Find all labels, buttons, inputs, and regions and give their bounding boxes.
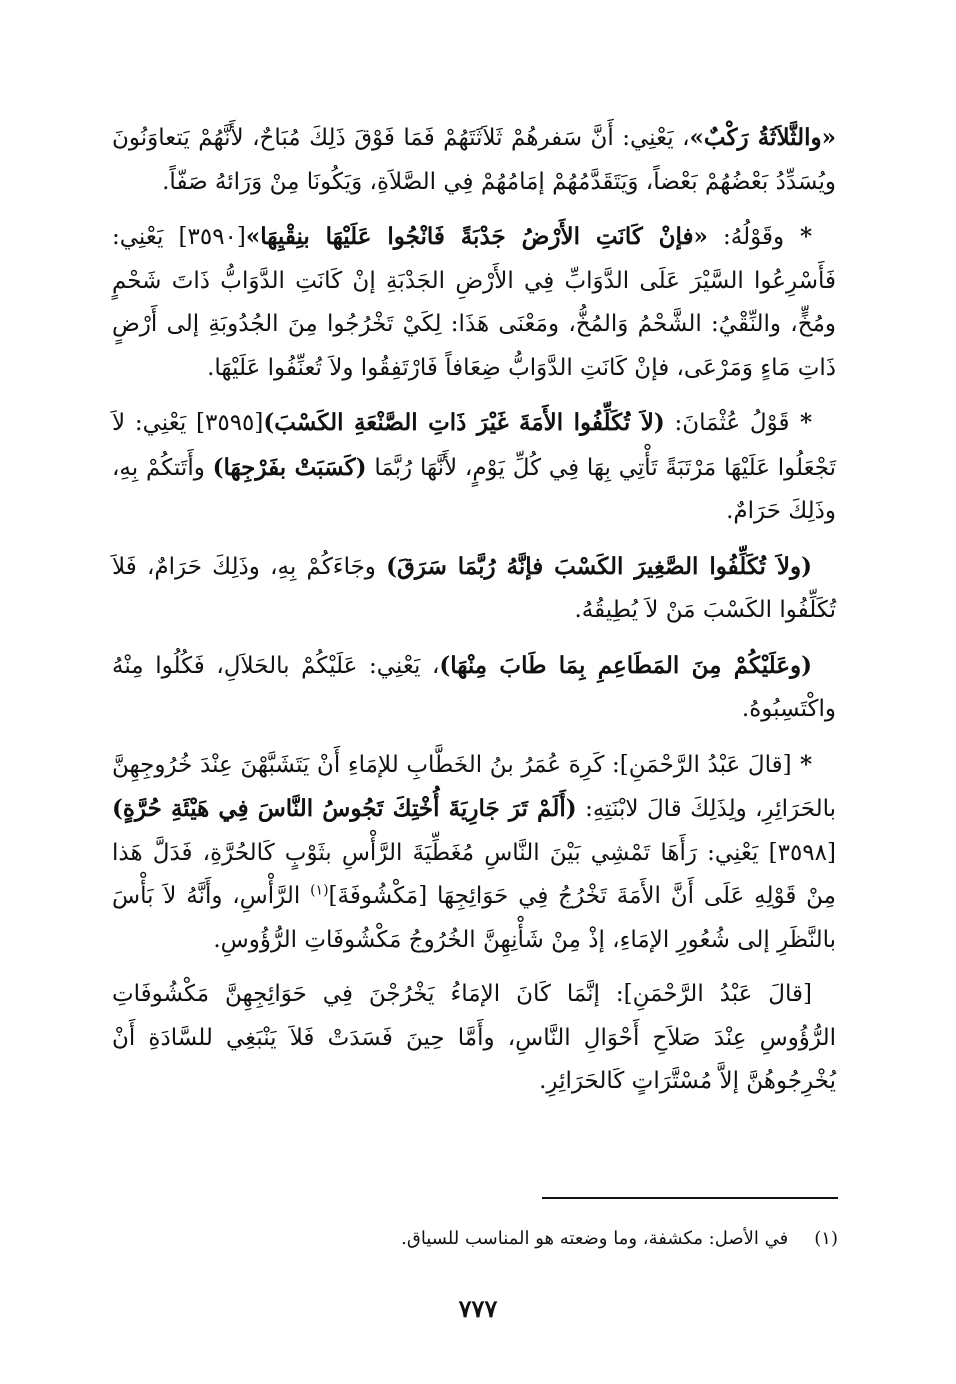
page-number: ٧٧٧ xyxy=(458,1294,498,1323)
commentary-text: وقَوْلُهُ: xyxy=(707,224,785,250)
hadith-quote: (أَلَمْ تَرَ جَارِيَةَ أُخْتِكَ تَجُوسُ النَّاسَ فِي هَيْئَةِ حُرَّةٍ) xyxy=(112,795,577,822)
paragraph xyxy=(112,973,836,1104)
paragraph xyxy=(112,644,836,732)
commentary-text: وجَاءَكُمْ بِهِ، وذَلِكَ حَرَامٌ، فَلاَ تُكَلِّفُوا الكَسْبَ مَنْ لاَ يُطِيقُهُ. xyxy=(112,553,836,623)
commentary-text: [٣٥٩٨] يَعْنِي: رَأَهَا تَمْشِي بَيْنَ النَّاسِ مُغَطِّيَةَ الرَّأْسِ بثَوْبٍ كَالحُرَّةِ، فَدَلَّ هَذا مِنْ قَوْلِهِ عَلَى أَنَّ الأَمَةَ تَخْرُجُ فِي حَوَائِجِهَا [مَكْشُوفَةَ] xyxy=(112,839,836,909)
hadith-quote: (وعَلَيْكُمْ مِنَ المَطَاعِمِ بِمَا طَابَ مِنْهَا) xyxy=(439,651,812,679)
commentary-text: [٣٥٩٠] يَعْنِي: فَأَسْرِعُوا السَّيْرَ عَلَى الدَّوَابِّ فِي الأَرْضِ الجَدْبَةِ إنْ كَانَتِ الدَّوَابُّ ذَاتَ شَحْمٍ ومُخٍّ، والنِّقْيُ: الشَّحْمُ وَالمُخُّ، ومَعْنَى هَذَا: لِكَيْ تَخْرُجُوا مِنَ الجُدُوبَةِ إلى أَرْضٍ ذَاتِ مَاءٍ وَمَرْعَى، فإنْ كَانَتِ الدَّوَابُّ ضِعَافاً فَارْتَفِقُوا ولاَ تُعنِّفُوا عَلَيْهَا. xyxy=(112,224,836,381)
commentary-text: الرَّأْسِ، وأَنَّهُ لاَ بَأْسَ بالنَّظَرِ إلى شُعُورِ الإمَاءِ، إذْ مِنْ شَأْنِهِنَّ الخُرُوجُ مَكْشُوفَاتِ الرُّؤُوسِ. xyxy=(112,883,836,953)
footnote-text: في الأصل: مكشفة، وما وضعته هو المناسب للسياق. xyxy=(401,1228,789,1249)
section-marker: * xyxy=(791,750,812,778)
footnote-reference[interactable]: (١) xyxy=(310,882,329,899)
commentary-text: ، يَعْنِي: عَلَيْكُمْ بالحَلاَلِ، فَكُلُوا مِنْهُ واكْتَسِبُوهُ. xyxy=(112,652,836,722)
paragraph xyxy=(112,116,836,204)
commentary-text: [٣٥٩٥] يَعْنِي: لاَ تَجْعَلُوا عَلَيْهَا مَرْتَبَةً تَأْتِي بِهَا فِي كُلِّ يَوْمٍ، لأَنَّهَا رُبَّمَا xyxy=(112,410,836,481)
hadith-quote: (ولاَ تُكَلِّفُوا الصَّغِيرَ الكَسْبَ فإنَّهُ رُبَّمَا سَرَقَ) xyxy=(386,552,812,580)
commentary-text: [قالَ عَبْدُ الرَّحْمَنِ]: إنَّمَا كَانَ الإمَاءُ يَخْرُجْنَ فِي حَوَائِجِهِنَّ مَكْشُوفَاتِ الرُّؤُوسِ عِنْدَ صَلاَحِ أَحْوَالِ النَّاسِ، وأَمَّا حِينَ فَسَدَتْ فَلاَ يَنْبَغِي للسَّادَةِ أَنْ يُخْرِجُوهُنَّ إلاَّ مُسْتَّرَاتٍ كَالحَرَائِرِ. xyxy=(112,981,836,1094)
paragraph xyxy=(112,743,836,963)
hadith-quote: (لاَ تُكَلِّفُوا الأَمَةَ غَيْرَ ذَاتِ الصَّنْعَةِ الكَسْبَ) xyxy=(263,409,665,436)
paragraph xyxy=(112,545,836,633)
hadith-quote: «والثَّلاَثَةُ رَكْبٌ» xyxy=(689,124,836,151)
commentary-text: [قالَ عَبْدُ الرَّحْمَنِ]: كَرِهَ عُمَرُ بنُ الخَطَّابِ للإمَاءِ أَنْ يَتَشَبَّهْنَ عِنْدَ خُرُوجِهِنَّ بالحَرَائِرِ، ولِذَلِكَ قالَ لابْنَتِهِ: xyxy=(112,751,836,822)
commentary-text: وأَتَتكُمْ بِهِ، وذَلِكَ حَرَامٌ. xyxy=(112,454,836,524)
paragraph xyxy=(112,215,836,390)
hadith-quote: «فإنْ كَانَتِ الأَرْضُ جَدْبَةً فَانْجُوا عَلَيْهَا بنِقْيِهَا» xyxy=(245,223,708,250)
hadith-quote: (كَسَبَتْ بفَرْجِهَا) xyxy=(212,453,367,481)
section-marker: * xyxy=(784,223,812,250)
footnote-number: (١) xyxy=(814,1228,838,1249)
footnote xyxy=(112,1225,838,1253)
commentary-text: ، يَعْنِي: أَنَّ سَفرهُمْ ثَلاَثَتَهُمْ فَمَا فَوْقَ ذَلِكَ مُبَاحٌ، لأَنَّهُمْ يَتعاوَنُونَ ويُسَدِّدُ بَعْضُهُمْ بَعْضاً، وَيَتَقَدَّمُهُمْ إمَامُهُمْ فِي الصَّلاَةِ، وَيَكُونَا مِنْ وَرَائهُ صَفّاً. xyxy=(112,125,836,195)
commentary-text: قَوْلُ عُثْمَانَ: xyxy=(664,410,790,436)
main-text xyxy=(112,116,836,1115)
paragraph xyxy=(112,401,836,534)
section-marker: * xyxy=(789,409,812,436)
footnote-divider xyxy=(542,1197,838,1199)
